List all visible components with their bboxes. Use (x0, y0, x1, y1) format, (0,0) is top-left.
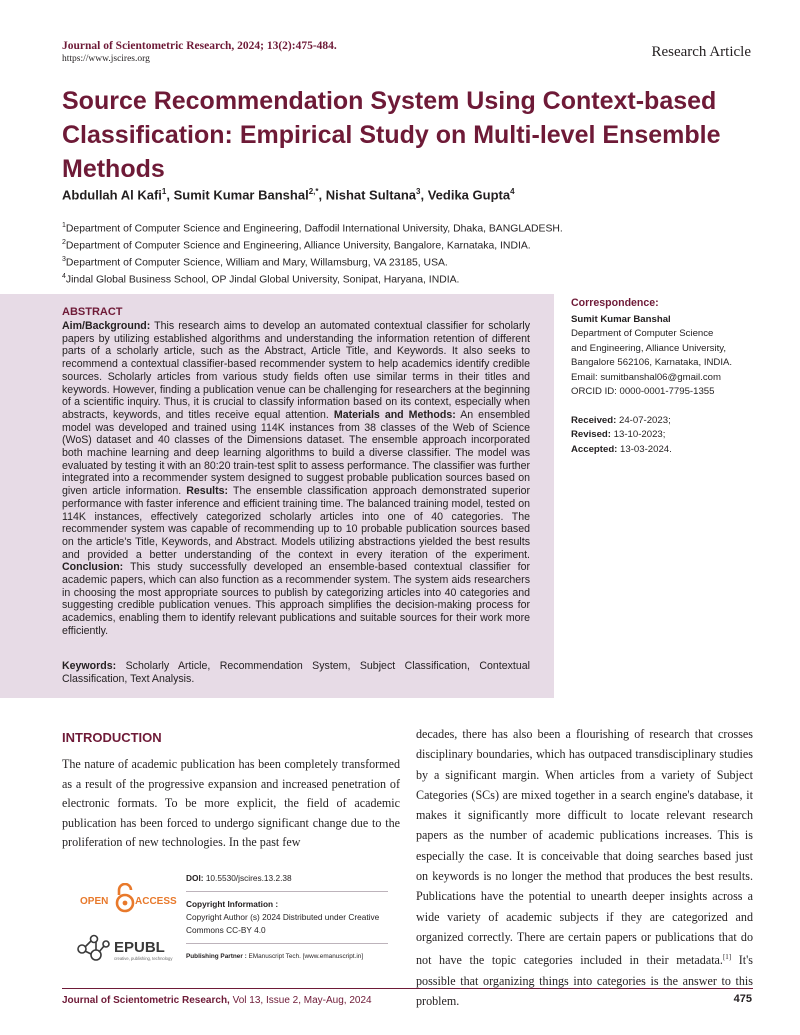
conclusion-label: Conclusion: (62, 561, 124, 574)
network-nodes-icon (78, 936, 109, 961)
affiliation-marker: 4 (62, 272, 66, 280)
access-text: ACCESS (135, 896, 177, 907)
background-label: Aim/Background: (62, 320, 151, 332)
background-text: This research aims to develop an automated contextual classifier for scholarly papers by utilizing established algorithms and understanding the information retention of different parts of a scholarly article, such as the Abstract, Article Title, and Keywords. It also seeks to recommend a contextual classifier-based recommender system to help academics identify credible sources. Scholarly articles from various study fields often use similar terms in their titles and keywords. However, finding a publication venue can be challenging for researchers at the beginning of a scientific inquiry. Thus, it is crucial to classify information based on its context, especially when abstracts, keywords, and titles receive equal attention. (62, 320, 530, 421)
keywords-text: Scholarly Article, Recommendation System, Subject Classification, Contextual Classification, Text Analysis. (62, 660, 530, 685)
results-label: Results: (186, 485, 229, 498)
divider (186, 943, 388, 944)
revised-date: Revised: 13-10-2023; (571, 429, 666, 440)
author-name: Sumit Kumar Banshal (173, 187, 309, 203)
affiliation-text: Department of Computer Science, William and Mary, Willamsburg, VA 23185, USA. (65, 257, 448, 269)
abstract-text (62, 320, 530, 638)
open-access-logo (80, 883, 180, 913)
affiliation-marker: 3 (62, 255, 66, 263)
author-affiliation-marker: 1 (161, 187, 167, 196)
footer-divider (62, 988, 753, 989)
keywords-label: Keywords: (62, 660, 117, 672)
open-text: OPEN (80, 896, 109, 907)
author-name: Nishat Sultana (325, 187, 417, 203)
author-separator: , (420, 187, 428, 203)
footer-citation: Journal of Scientometric Research, Vol 13, Issue 2, May-Aug, 2024 (62, 995, 372, 1006)
affiliation-marker: 1 (62, 222, 66, 229)
introduction-text-left: The nature of academic publication has been completely transformed as a result of the progressive expansion and increased penetration of electronic formats. To be more explicit, the field of academic publication has been forced to undergo significant change due to the proliferation of new technologies. In the past few (62, 757, 400, 850)
affiliation-text: Jindal Global Business School, OP Jindal Global University, Sonipat, Haryana, INDIA. (65, 274, 460, 286)
author-separator: , (166, 187, 174, 203)
copyright-heading: Copyright Information : (186, 899, 279, 909)
correspondence-line: and Engineering, Alliance University, (571, 342, 727, 354)
methods-text: An ensembled model was developed and trained using 114K instances from 38 classes of the Web of Science (WoS) dataset and 40 classes of the Dimensions dataset. The ensemble approach incorporated both machine learning and deep learning algorithms to build a diverse classifier. The model was evaluated by testing it with an 80:20 train-test split to assess performance. The classifier was further integrated into a recommender system designed to suggest probable publication sources based on given article information. (62, 408, 531, 498)
affiliation-text: Department of Computer Science and Engineering, Alliance University, Bangalore, Karnataka, INDIA. (65, 240, 531, 252)
correspondence-orcid[interactable]: ORCID ID: 0000-0001-7795-1355 (571, 386, 715, 397)
conclusion-text: This study successfully developed an ensemble-based contextual classifier for academic papers, which can also function as a recommender system. The system aids researchers in choosing the most appropriate sources to publish by categorizing articles into 40 categories and suggesting credible publication venues. This approach simplifies the decision-making process for academics, enabling them to identify relevant publications and suitable sources for their work more efficiently. (62, 561, 530, 637)
author-list (62, 187, 515, 202)
author-name: Abdullah Al Kafi (62, 187, 162, 203)
doi-link[interactable]: 10.5530/jscires.13.2.38 (203, 873, 292, 883)
introduction-heading: INTRODUCTION (62, 730, 162, 745)
author-affiliation-marker: 4 (510, 187, 515, 196)
affiliation-line (62, 236, 752, 253)
citation-ref[interactable]: [1] (722, 953, 732, 962)
correspondence-line: Bangalore 562106, Karnataka, INDIA. (571, 357, 733, 368)
copyright-text: Copyright Author (s) 2024 Distributed under Creative Commons CC-BY 4.0 (186, 912, 380, 935)
publishing-partner: Publishing Partner : EManuscript Tech. [www.emanuscript.in] (186, 953, 364, 960)
results-text: The ensemble classification approach demonstrated superior performance with faster inference and efficient training time. The balanced training model, tested on 114K instances, effectively categorized scholarly articles into one of 40 categories. The recommender system was capable of recommending up to 10 probable publication sources based on the article's Title, Keywords, and Abstract. Models utilizing abstractions yielded the best results and provided a better understanding of the context in every iteration of the experiment. (62, 485, 530, 561)
affiliation-text: Department of Computer Science and Engineering, Daffodil International University, Dhaka, BANGLADESH. (65, 223, 563, 235)
introduction-text-right: decades, there has also been a flourishing of research that crosses disciplinary boundaries, which has outpaced transdisciplinary studies by a significant margin. When articles from a variety of Subject Categories (SCs) are mixed together in a search engine's database, it makes it significantly more difficult to locate relevant research papers as the number of academic publications increases. This is especially the case. It is conceivable that doing searches based just on keywords is no longer the method that produces the best results. Publications have the potential to unearth deeper insights across a wide variety of academic subjects if they are categorized and organized correctly. There are certain papers or publications that do not have the topic categories included in their metadata.[1] It's possible that organizing things into categories is the answer to this problem. (416, 727, 753, 1008)
abstract-heading: ABSTRACT (62, 306, 123, 318)
divider (186, 891, 388, 892)
affiliation-marker: 2 (62, 238, 66, 246)
affiliation-list (62, 219, 752, 287)
received-date: Received: 24-07-2023; (571, 414, 671, 426)
author-name: Vedika Gupta (427, 187, 511, 203)
affiliation-line (62, 270, 752, 287)
article-type: Research Article (651, 44, 751, 60)
epubl-text: EPUBL (114, 939, 165, 956)
affiliation-line (62, 219, 752, 236)
journal-citation: Journal of Scientometric Research, 2024; 13(2):475-484. (62, 40, 337, 52)
paper-title: Source Recommendation System Using Context-based Classification: Empirical Study on Multi-level Ensemble Methods (62, 87, 721, 183)
correspondence-line: Department of Computer Science (571, 328, 714, 339)
author-affiliation-marker: 3 (416, 187, 421, 196)
author-separator: , (318, 187, 326, 203)
correspondence-email[interactable]: Email: sumitbanshal06@gmail.com (571, 371, 721, 383)
author-affiliation-marker: 2,* (308, 187, 319, 196)
open-access-lock-icon (117, 884, 133, 911)
methods-label: Materials and Methods: (333, 408, 456, 421)
correspondence-panel (571, 296, 761, 457)
affiliation-line (62, 253, 752, 270)
accepted-date: Accepted: 13-03-2024. (571, 443, 672, 455)
page-number: 475 (733, 993, 752, 1005)
correspondence-heading: Correspondence: (571, 297, 659, 309)
epubl-logo (74, 927, 184, 967)
correspondent-name: Sumit Kumar Banshal (571, 313, 671, 325)
doi-line: DOI: 10.5530/jscires.13.2.38 (186, 873, 292, 883)
epubl-tagline: creative, publishing, technology (114, 956, 173, 961)
article-info-box (186, 872, 388, 963)
keywords (62, 660, 530, 685)
journal-url[interactable]: https://www.jscires.org (62, 54, 150, 64)
